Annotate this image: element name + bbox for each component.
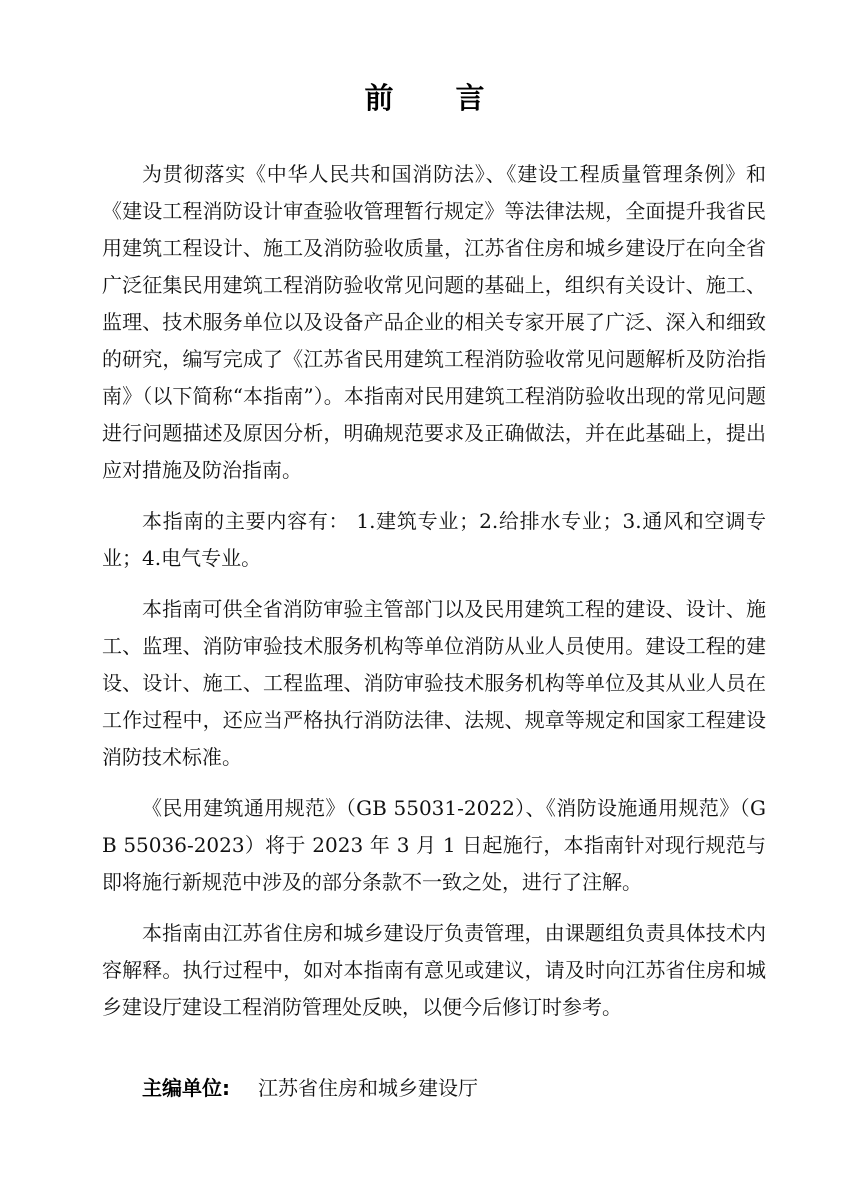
paragraph-purpose: 为贯彻落实《中华人民共和国消防法》、《建设工程质量管理条例》和《建设工程消防设计审查验收管理暂行规定》等法律法规，全面提升我省民用建筑工程设计、施工及消防验收质量，江苏省住房和城乡建设厅在向全省广泛征集民用建筑工程消防验收常见问题的基础上，组织有关设计、施工、监理、技术服务单位以及设备产品企业的相关专家开展了广泛、深入和细致的研究，编写完成了《江苏省民用建筑工程消防验收常见问题解析及防治指南》（以下简称“本指南”）。本指南对民用建筑工程消防验收出现的常见问题进行问题描述及原因分析，明确规范要求及正确做法，并在此基础上，提出应对措施及防治指南。 [102, 162, 766, 482]
document-body [102, 156, 766, 1026]
paragraph-audience: 本指南可供全省消防审验主管部门以及民用建筑工程的建设、设计、施工、监理、消防审验技术服务机构等单位消防从业人员使用。建设工程的建设、设计、施工、工程监理、消防审验技术服务机构等单位及其从业人员在工作过程中，还应当严格执行消防法律、法规、规章等规定和国家工程建设消防技术标准。 [102, 597, 766, 769]
chief-editor-line [142, 1073, 478, 1103]
paragraph-contents: 本指南的主要内容有： 1.建筑专业；2.给排水专业；3.通风和空调专业；4.电气专业。 [102, 509, 766, 570]
paragraph-management: 本指南由江苏省住房和城乡建设厅负责管理，由课题组负责具体技术内容解释。执行过程中，如对本指南有意见或建议，请及时向江苏省住房和城乡建设厅建设工程消防管理处反映，以便今后修订时参考。 [102, 921, 766, 1019]
page-title: 前 言 [364, 81, 511, 115]
chief-editor-label: 主编单位: [142, 1076, 230, 1100]
paragraph-new-standards: 《民用建筑通用规范》（GB 55031-2022）、《消防设施通用规范》（GB 55036-2023）将于 2023 年 3 月 1 日起施行，本指南针对现行规范与即将施行新规范中涉及的部分条款不一致之处，进行了注解。 [102, 796, 766, 894]
chief-editor-value: 江苏省住房和城乡建设厅 [258, 1076, 478, 1100]
